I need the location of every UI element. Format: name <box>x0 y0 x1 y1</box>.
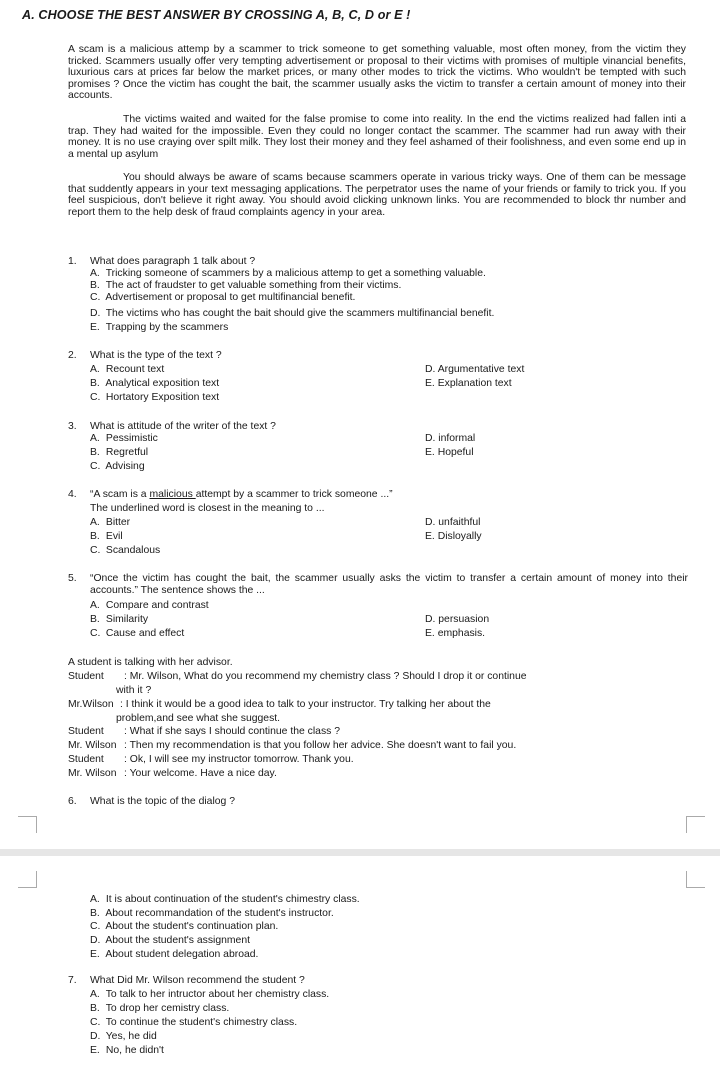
option-letter: C. <box>90 628 101 639</box>
option-a[interactable] <box>90 894 360 906</box>
option-letter: A. <box>90 600 100 611</box>
passage-paragraph-2: The victims waited and waited for the false promise to come into reality. In the end the victims realized had fallen inti a trap. They had waited for the impossible. Even they could no longer contact the scammer. The scammer had run away with their money. It is no use craying over spilt milk. They lost their money and they feel ashamed of their foolishness, and even some end up in a mental up asylum <box>68 114 686 160</box>
dialog-line-continuation: problem,and see what she suggest. <box>116 713 281 724</box>
option-c[interactable] <box>90 628 184 640</box>
question-stem: What does paragraph 1 talk about ? <box>90 256 256 267</box>
passage-paragraph-3: You should always be aware of scams because scammers operate in various tricky ways. One of them can be message that suddently appears in your text messaging applications. The perpetrator uses the name of your friends or family to trick you. If you feel suspicious, don't believe it right away. You should avoid clicking unknown links. You are recommended to block thr number and report them to the help desk of fraud complaints agency in your area. <box>68 172 686 218</box>
question-number: 5. <box>68 573 77 584</box>
option-text: About student delegation abroad. <box>105 949 259 960</box>
option-text: About the student's assignment <box>105 935 250 946</box>
option-text: Cause and effect <box>105 628 185 639</box>
dialog-text: : Mr. Wilson, What do you recommend my chemistry class ? Should I drop it or continue <box>124 671 527 682</box>
question-number: 6. <box>68 796 77 807</box>
question-number: 7. <box>68 975 77 986</box>
question-stem: What is attitude of the writer of the text ? <box>90 421 276 432</box>
option-c[interactable] <box>90 292 355 304</box>
option-b[interactable] <box>90 447 148 459</box>
option-e[interactable]: E. Hopeful <box>425 447 474 458</box>
option-text: About recommandation of the student's instructor. <box>105 908 334 919</box>
option-text: No, he didn't <box>105 1045 164 1056</box>
option-text: Analytical exposition text <box>105 378 220 389</box>
option-e[interactable]: E. emphasis. <box>425 628 486 639</box>
option-letter: B. <box>90 908 100 919</box>
crop-mark <box>18 871 37 888</box>
option-text: Advertisement or proposal to get multifinancial benefit. <box>105 292 356 303</box>
option-text: Hortatory Exposition text <box>105 392 220 403</box>
option-d[interactable]: D. informal <box>425 433 476 444</box>
option-text: Pessimistic <box>105 433 158 444</box>
crop-mark <box>18 816 37 833</box>
option-text: It is about continuation of the student's chimestry class. <box>105 894 360 905</box>
option-letter: B. <box>90 614 100 625</box>
option-a[interactable] <box>90 989 329 1001</box>
dialog-speaker: Mr.Wilson <box>68 699 114 710</box>
option-b[interactable] <box>90 280 401 292</box>
option-letter: E. <box>90 1045 100 1056</box>
option-letter: E. <box>90 949 100 960</box>
crop-mark <box>686 871 705 888</box>
option-letter: C. <box>90 292 101 303</box>
option-letter: B. <box>90 378 100 389</box>
option-text: To drop her cemistry class. <box>105 1003 230 1014</box>
option-d[interactable] <box>90 935 250 947</box>
option-text: Recount text <box>105 364 165 375</box>
option-letter: C. <box>90 545 101 556</box>
question-stem: What Did Mr. Wilson recommend the student ? <box>90 975 305 986</box>
option-a[interactable] <box>90 600 209 612</box>
option-letter: B. <box>90 447 100 458</box>
option-letter: A. <box>90 517 100 528</box>
option-letter: B. <box>90 531 100 542</box>
question-stem-line-2: The underlined word is closest in the meaning to ... <box>90 503 325 514</box>
question-stem: What is the topic of the dialog ? <box>90 796 235 807</box>
dialog-line <box>68 740 668 752</box>
option-d[interactable]: D. Argumentative text <box>425 364 525 375</box>
option-c[interactable] <box>90 461 145 473</box>
dialog-line <box>68 671 668 683</box>
option-text: Similarity <box>105 614 149 625</box>
option-c[interactable] <box>90 1017 297 1029</box>
dialog-speaker: Student <box>68 726 104 737</box>
option-text: About the student's continuation plan. <box>105 921 279 932</box>
option-d[interactable] <box>90 308 494 320</box>
option-text: Bitter <box>105 517 131 528</box>
option-b[interactable] <box>90 531 123 543</box>
option-b[interactable] <box>90 908 334 920</box>
option-letter: D. <box>90 1031 101 1042</box>
stem-text: “A scam is a <box>90 489 150 500</box>
option-text: To continue the student's chimestry class. <box>105 1017 298 1028</box>
dialog-text: : I think it would be a good idea to talk to your instructor. Try talking her about the <box>120 699 491 710</box>
dialog-intro: A student is talking with her advisor. <box>68 657 233 668</box>
option-e[interactable]: E. Explanation text <box>425 378 512 389</box>
option-b[interactable] <box>90 1003 229 1015</box>
option-d[interactable] <box>90 1031 157 1043</box>
option-letter: D. <box>90 935 101 946</box>
dialog-line <box>68 768 668 780</box>
option-text: Regretful <box>105 447 149 458</box>
option-letter: B. <box>90 1003 100 1014</box>
option-text: To talk to her intructor about her chemistry class. <box>105 989 330 1000</box>
dialog-speaker: Student <box>68 754 104 765</box>
question-stem: “Once the victim has cought the bait, the scammer usually asks the victim to transfer a certain amount of money into their accounts.” The sentence shows the ... <box>90 573 688 596</box>
option-a[interactable] <box>90 364 164 376</box>
option-c[interactable] <box>90 392 219 404</box>
dialog-text: : What if she says I should continue the class ? <box>124 726 341 737</box>
option-e[interactable] <box>90 949 258 961</box>
option-text: Trapping by the scammers <box>105 322 229 333</box>
question-number: 2. <box>68 350 77 361</box>
option-text: The act of fraudster to get valuable something from their victims. <box>105 280 402 291</box>
option-letter: E. <box>90 322 100 333</box>
dialog-speaker: Mr. Wilson <box>68 768 117 779</box>
option-letter: D. <box>90 308 101 319</box>
option-letter: C. <box>90 1017 101 1028</box>
question-stem <box>90 489 393 501</box>
option-letter: C. <box>90 392 101 403</box>
option-text: Compare and contrast <box>105 600 209 611</box>
option-a[interactable] <box>90 433 158 445</box>
option-letter: C. <box>90 921 101 932</box>
option-c[interactable] <box>90 545 160 557</box>
passage-paragraph-1: A scam is a malicious attemp by a scammer to trick someone to get something valuable, most often money, from the victim they tricked. Scammers usually offer very tempting advertisement or proposal to their victims with promises of multiple vinancial benefits, luxurious cars at prices far below the market prices, or many other modes to trick the victims. Who wouldn't be tempted with such promises ? Once the victim has cought the bait, the scammer usually asks the victim to transfer a certain amount of money into their accounts. <box>68 44 686 102</box>
option-text: Scandalous <box>105 545 161 556</box>
question-number: 4. <box>68 489 77 500</box>
option-b[interactable] <box>90 614 148 626</box>
option-text: Tricking someone of scammers by a malicious attemp to get a something valuable. <box>105 268 486 279</box>
stem-text: attempt by a scammer to trick someone ...” <box>195 489 393 500</box>
option-letter: C. <box>90 461 101 472</box>
option-a[interactable] <box>90 268 486 280</box>
dialog-speaker: Mr. Wilson <box>68 740 117 751</box>
dialog-text: : Then my recommendation is that you follow her advice. She doesn't want to fail you. <box>124 740 517 751</box>
dialog-line <box>68 726 668 738</box>
option-text: Yes, he did <box>105 1031 157 1042</box>
dialog-text: : Your welcome. Have a nice day. <box>124 768 277 779</box>
option-e[interactable] <box>90 322 228 334</box>
option-letter: A. <box>90 433 100 444</box>
dialog-line <box>68 699 668 711</box>
option-text: Advising <box>105 461 145 472</box>
option-c[interactable] <box>90 921 278 933</box>
dialog-line-continuation: with it ? <box>116 685 152 696</box>
section-title: A. CHOOSE THE BEST ANSWER BY CROSSING A, B, C, D or E ! <box>22 8 411 22</box>
question-number: 1. <box>68 256 77 267</box>
option-letter: A. <box>90 268 100 279</box>
question-number: 3. <box>68 421 77 432</box>
option-text: Evil <box>105 531 123 542</box>
option-e[interactable]: E. Disloyally <box>425 531 482 542</box>
page-break-divider <box>0 849 720 856</box>
underlined-word: malicious <box>149 489 196 500</box>
crop-mark <box>686 816 705 833</box>
option-text: The victims who has cought the bait should give the scammers multifinancial benefit. <box>105 308 495 319</box>
option-e[interactable] <box>90 1045 164 1057</box>
option-b[interactable] <box>90 378 219 390</box>
option-d[interactable]: D. unfaithful <box>425 517 481 528</box>
option-letter: B. <box>90 280 100 291</box>
option-letter: A. <box>90 894 100 905</box>
dialog-text: : Ok, I will see my instructor tomorrow. Thank you. <box>124 754 354 765</box>
option-letter: A. <box>90 364 100 375</box>
dialog-speaker: Student <box>68 671 104 682</box>
question-stem: What is the type of the text ? <box>90 350 222 361</box>
dialog-line <box>68 754 668 766</box>
option-letter: A. <box>90 989 100 1000</box>
option-d[interactable]: D. persuasion <box>425 614 490 625</box>
option-a[interactable] <box>90 517 130 529</box>
